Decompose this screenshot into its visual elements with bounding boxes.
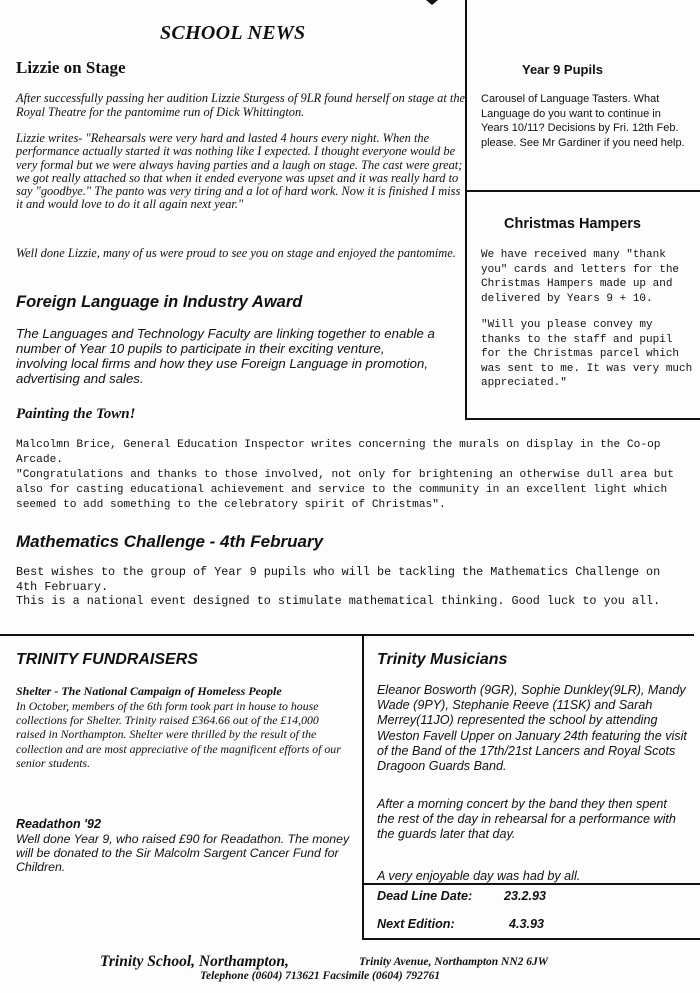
deadline-value: 23.2.93: [504, 889, 547, 903]
hampers-box-bottom-rule: [466, 418, 700, 420]
next-edition-label: Next Edition:: [377, 917, 455, 931]
footer-school-name: Trinity School, Northampton,: [100, 953, 289, 970]
musicians-paragraph-3: A very enjoyable day was had by all.: [377, 869, 581, 883]
lizzie-paragraph-1: After successfully passing her audition Lizzie Sturgess of 9LR found herself on stage at the Royal Theatre for the pantomime run of Dick Whittington.: [16, 91, 466, 119]
shelter-heading: Shelter - The National Campaign of Homeless People: [16, 684, 282, 698]
deadline-label: Dead Line Date:: [377, 889, 473, 903]
lizzie-paragraph-3: Well done Lizzie, many of us were proud to see you on stage and enjoyed the pantomime.: [16, 246, 456, 260]
lizzie-paragraph-2: Lizzie writes- "Rehearsals were very hard and lasted 4 hours every night. When the performance actually started it was nothing like I expected. I thought everyone would be very formal but we were always having parties and a laugh on stage. The cast were great; we got really attached so that when it ended everyone was upset and it was really hard to say "goodbye." The panto was very tiring and a lot of hard work. Now it is finished I miss it and would love to do it all again next year.": [16, 131, 463, 212]
year9-box-bottom-rule: [466, 190, 700, 192]
maths-paragraph-1: Best wishes to the group of Year 9 pupils who will be tackling the Mathematics Challenge on 4th February.: [16, 565, 661, 594]
newsletter-title: SCHOOL NEWS: [160, 22, 306, 44]
footer-address: Trinity Avenue, Northampton NN2 6JW: [359, 956, 549, 968]
deadline-box-top-rule: [363, 883, 700, 885]
bottom-column-divider: [362, 635, 364, 940]
hampers-paragraph-2: "Will you please convey my thanks to the staff and pupil for the Christmas parcel which was sent to me. It was very much appreciated.": [481, 319, 693, 390]
deadline-box-bottom-rule: [363, 938, 700, 940]
year9-body: Carousel of Language Tasters. What Language do you want to continue in Years 10/11? Decisions by Fri. 12th Feb. please. See Mr Gardiner if you need help.: [481, 93, 685, 149]
foreign-language-body: The Languages and Technology Faculty are linking together to enable a number of Year 10 pupils to participate in their exciting venture, involving local firms and how they use Foreign Language in promotion, advertising and sales.: [16, 326, 435, 386]
page-corner-mark: [426, 0, 438, 5]
year9-heading: Year 9 Pupils: [522, 62, 603, 77]
fundraisers-heading: TRINITY FUNDRAISERS: [16, 651, 198, 668]
maths-paragraph-2: This is a national event designed to stimulate mathematical thinking. Good luck to you all.: [16, 594, 661, 608]
readathon-body: Well done Year 9, who raised £90 for Readathon. The money will be donated to the Sir Malcolm Sargent Cancer Fund for Children.: [16, 832, 350, 875]
footer-telephone: Telephone (0604) 713621 Facsimile (0604) 792761: [200, 970, 441, 982]
musicians-paragraph-2: After a morning concert by the band they then spent the rest of the day in rehearsal for a performance with the guards later that day.: [377, 797, 676, 842]
painting-paragraph-1: Malcolmn Brice, General Education Inspector writes concerning the murals on display in the Co-op Arcade.: [16, 439, 661, 466]
musicians-paragraph-1: Eleanor Bosworth (9GR), Sophie Dunkley(9LR), Mandy Wade (9PY), Stephanie Reeve (11SK) and Sarah Merrey(11JO) represented the school by attending Weston Favell Upper on January 24th featuring the visit of the Band of the 17th/21st Lancers and Royal Scots Dragoon Guards Band.: [377, 683, 687, 774]
maths-heading: Mathematics Challenge - 4th February: [16, 532, 324, 551]
next-edition-value: 4.3.93: [509, 917, 545, 931]
lizzie-heading: Lizzie on Stage: [16, 58, 126, 77]
readathon-heading: Readathon '92: [16, 817, 101, 831]
musicians-heading: Trinity Musicians: [377, 651, 508, 668]
shelter-body: In October, members of the 6th form took part in house to house collections for Shelter. Trinity raised £364.66 out of the £14,000 raised in Northampton. Shelter were thrilled by the result of the collection and are most appreciative of the magnificent efforts of our senior students.: [16, 699, 341, 770]
hampers-heading: Christmas Hampers: [504, 216, 641, 232]
bottom-section-rule: [0, 634, 694, 636]
painting-heading: Painting the Town!: [16, 406, 136, 422]
foreign-language-heading: Foreign Language in Industry Award: [16, 293, 303, 311]
painting-paragraph-2: "Congratulations and thanks to those involved, not only for brightening an otherwise dull area but also for casting educational achievement and service to the community in an excellent light which seemed to add something to the celebratory spirit of Christmas".: [16, 469, 674, 511]
hampers-paragraph-1: We have received many "thank you" cards and letters for the Christmas Hampers made up and delivered by Years 9 + 10.: [481, 249, 680, 305]
